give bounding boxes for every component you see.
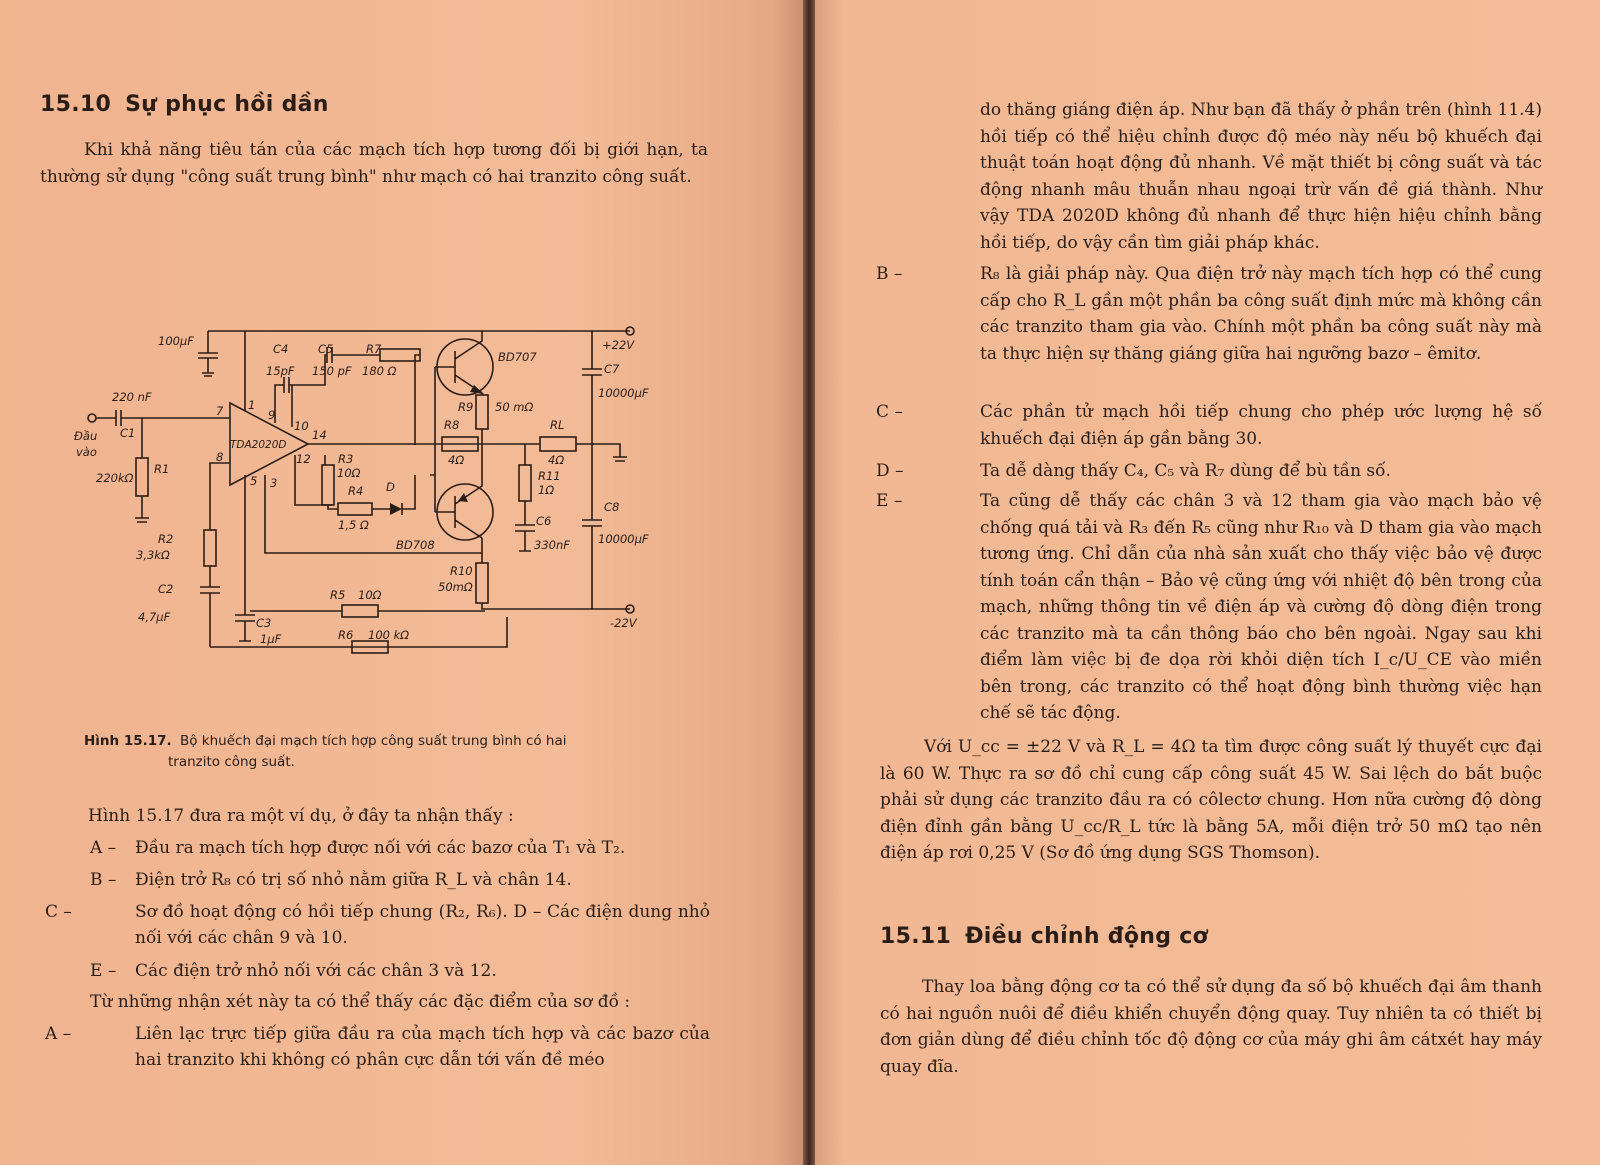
figure-caption bbox=[84, 731, 684, 773]
label-c1v: 220 nF bbox=[112, 390, 152, 404]
label-dau: Đầu bbox=[74, 429, 98, 443]
figure-caption-text: Bộ khuếch đại mạch tích hợp công suất trung bình có hai bbox=[179, 733, 567, 749]
label-plus22: +22V bbox=[602, 338, 635, 352]
label-r9: R9 bbox=[458, 400, 474, 414]
label-c5v: 150 pF bbox=[312, 364, 352, 378]
circuit-diagram bbox=[70, 325, 690, 675]
label-minus22: -22V bbox=[610, 616, 637, 630]
label-r7: R7 bbox=[366, 342, 382, 356]
label-r1v: 220kΩ bbox=[96, 471, 134, 485]
label-c4v: 15pF bbox=[266, 364, 295, 378]
section-number: 15.10 bbox=[40, 92, 112, 117]
label-c100: 100μF bbox=[158, 334, 194, 348]
list-item: D – Ta dễ dàng thấy C₄, C₅ và R₇ dùng để bù tần số. bbox=[876, 461, 1391, 481]
intro-paragraph: Khi khả năng tiêu tán của các mạch tích hợp tương đối bị giới hạn, ta thường sử dụng "công suất trung bình" như mạch có hai tranzito công suất. bbox=[40, 140, 708, 187]
label-r2: R2 bbox=[158, 532, 174, 546]
label-rlv: 4Ω bbox=[548, 453, 565, 467]
label-pin8: 8 bbox=[216, 450, 224, 464]
label-r3v: 10Ω bbox=[337, 466, 361, 480]
label-r10: R10 bbox=[450, 564, 473, 578]
list-item: B – Điện trở R₈ có trị số nhỏ nằm giữa R_L và chân 14. bbox=[90, 870, 572, 890]
label-c6v: 330nF bbox=[534, 538, 570, 552]
label-pin5: 5 bbox=[250, 474, 258, 488]
label-r11v: 1Ω bbox=[538, 483, 555, 497]
label-pin7: 7 bbox=[216, 404, 224, 418]
label-pin9: 9 bbox=[268, 408, 276, 422]
label-r7v: 180 Ω bbox=[362, 364, 397, 378]
section-title: Sự phục hồi dần bbox=[125, 92, 329, 117]
list-item: C – Sơ đồ hoạt động có hồi tiếp chung (R₂, R₆). D – Các điện dung nhỏ nối với các chân 9 và 10. bbox=[45, 902, 710, 948]
power-paragraph: Với U_cc = ±22 V và R_L = 4Ω ta tìm được công suất lý thuyết cực đại là 60 W. Thực ra sơ đồ chỉ cung cấp công suất 45 W. Sai lệch do bắt buộc phải sử dụng các tranzito đầu ra có côlectơ chung. Hơn nữa cường độ dòng điện đỉnh gần bằng U_cc/R_L tức là bằng 5A, mỗi điện trở 50 mΩ tạo nên điện áp rơi 0,25 V (Sơ đồ ứng dụng SGS Thomson). bbox=[880, 737, 1542, 863]
label-pin3: 3 bbox=[270, 476, 278, 490]
label-c1: C1 bbox=[120, 426, 136, 440]
label-r11: R11 bbox=[538, 469, 561, 483]
list-item: A – Đầu ra mạch tích hợp được nối với các bazơ của T₁ và T₂. bbox=[90, 838, 626, 858]
label-r4: R4 bbox=[348, 484, 364, 498]
label-c7v: 10000μF bbox=[598, 386, 649, 400]
label-ic: TDA2020D bbox=[230, 439, 287, 451]
label-bd707: BD707 bbox=[498, 350, 537, 364]
label-pin14: 14 bbox=[312, 428, 327, 442]
label-pin1: 1 bbox=[248, 398, 256, 412]
label-r8: R8 bbox=[444, 418, 460, 432]
section-number: 15.11 bbox=[880, 924, 952, 949]
label-c2v: 4,7μF bbox=[138, 610, 171, 624]
label-c8v: 10000μF bbox=[598, 532, 649, 546]
label-r2v: 3,3kΩ bbox=[136, 548, 170, 562]
label-r9v: 50 mΩ bbox=[495, 400, 534, 414]
label-r3: R3 bbox=[338, 452, 354, 466]
section-title: Điều chỉnh động cơ bbox=[965, 924, 1208, 949]
label-r10v: 50mΩ bbox=[438, 580, 473, 594]
list-item: E – Các điện trở nhỏ nối với các chân 3 và 12. bbox=[90, 961, 497, 981]
label-c3: C3 bbox=[256, 616, 272, 630]
label-bd708: BD708 bbox=[396, 538, 435, 552]
motor-paragraph: Thay loa bằng động cơ ta có thể sử dụng đa số bộ khuếch đại âm thanh có hai nguồn nuôi để điều khiển chuyển động quay. Tuy nhiên ta có thiết bị đơn giản dùng để điều chỉnh tốc độ động cơ của máy ghi âm cátxét hay máy quay đĩa. bbox=[880, 977, 1542, 1077]
label-rl: RL bbox=[550, 418, 565, 432]
label-r1: R1 bbox=[154, 462, 170, 476]
book-gutter bbox=[803, 0, 815, 1165]
label-vao: vào bbox=[76, 445, 97, 459]
list-item: B – R₈ là giải pháp này. Qua điện trở này mạch tích hợp có thể cung cấp cho R_L gần một phần ba công suất định mức mà không cần các tranzito tham gia vào. Chính một phần ba công suất này mà ta thực hiện sự thăng giáng giữa hai ngưỡng bazơ – êmitơ. bbox=[876, 264, 1542, 364]
label-c6: C6 bbox=[536, 514, 552, 528]
label-c2: C2 bbox=[158, 582, 174, 596]
list-item: E – Ta cũng dễ thấy các chân 3 và 12 tham gia vào mạch bảo vệ chống quá tải và R₃ đến R₅ cũng như R₁₀ và D tham gia vào mạch tương ứng. Chỉ dẫn của nhà sản xuất cho thấy việc bảo vệ được tính toán cẩn thận – Bảo vệ cũng ứng với nhiệt độ bên trong của mạch, những thông tin về điện áp và cường độ dòng điện trong các tranzito mà ta cần thông báo cho bên ngoài. Ngay sau khi điểm làm việc bị đe dọa rời khỏi diện tích I_c/U_CE vào miền bên trong, các tranzito có thể hoạt động bình thường việc hạn chế sẽ tác động. bbox=[876, 491, 1542, 723]
label-r8v: 4Ω bbox=[448, 453, 465, 467]
figure-caption-label: Hình 15.17. bbox=[84, 733, 172, 749]
continuation-paragraph: do thăng giáng điện áp. Như bạn đã thấy ở phần trên (hình 11.4) hồi tiếp có thể hiệu chỉnh được độ méo này nếu bộ khuếch đại thuật toán hoạt động đủ nhanh. Về mặt thiết bị công suất và tác động nhanh mâu thuẫn nhau ngoại trừ vấn đề giá thành. Như vậy TDA 2020D không đủ nhanh để thực hiện hiệu chỉnh bằng hồi tiếp, do vậy cần tìm giải pháp khác. bbox=[980, 100, 1542, 253]
label-c4: C4 bbox=[273, 342, 289, 356]
label-d: D bbox=[386, 480, 395, 494]
label-pin12: 12 bbox=[296, 452, 311, 466]
label-c8: C8 bbox=[604, 500, 620, 514]
lead2-paragraph: Từ những nhận xét này ta có thể thấy các đặc điểm của sơ đồ : bbox=[90, 992, 631, 1012]
label-r5: R5 bbox=[330, 588, 346, 602]
label-r4v: 1,5 Ω bbox=[338, 518, 369, 532]
list-item: A – Liên lạc trực tiếp giữa đầu ra của mạch tích hợp và các bazơ của hai tranzito khi không có phân cực dẫn tới vấn đề méo bbox=[45, 1024, 710, 1070]
label-r6v: 100 kΩ bbox=[368, 628, 410, 642]
label-pin10: 10 bbox=[294, 419, 309, 433]
figure-caption-text2: tranzito công suất. bbox=[168, 754, 295, 770]
label-r6: R6 bbox=[338, 628, 354, 642]
label-c7: C7 bbox=[604, 362, 620, 376]
list-item: C – Các phần tử mạch hồi tiếp chung cho phép ước lượng hệ số khuếch đại điện áp gần bằng 30. bbox=[876, 402, 1542, 449]
section-heading-15-10 bbox=[40, 92, 329, 117]
label-r5v: 10Ω bbox=[358, 588, 382, 602]
label-c3v: 1μF bbox=[260, 632, 282, 646]
label-c5: C5 bbox=[318, 342, 334, 356]
lead-paragraph: Hình 15.17 đưa ra một ví dụ, ở đây ta nhận thấy : bbox=[88, 806, 514, 826]
section-heading-15-11 bbox=[880, 924, 1208, 949]
